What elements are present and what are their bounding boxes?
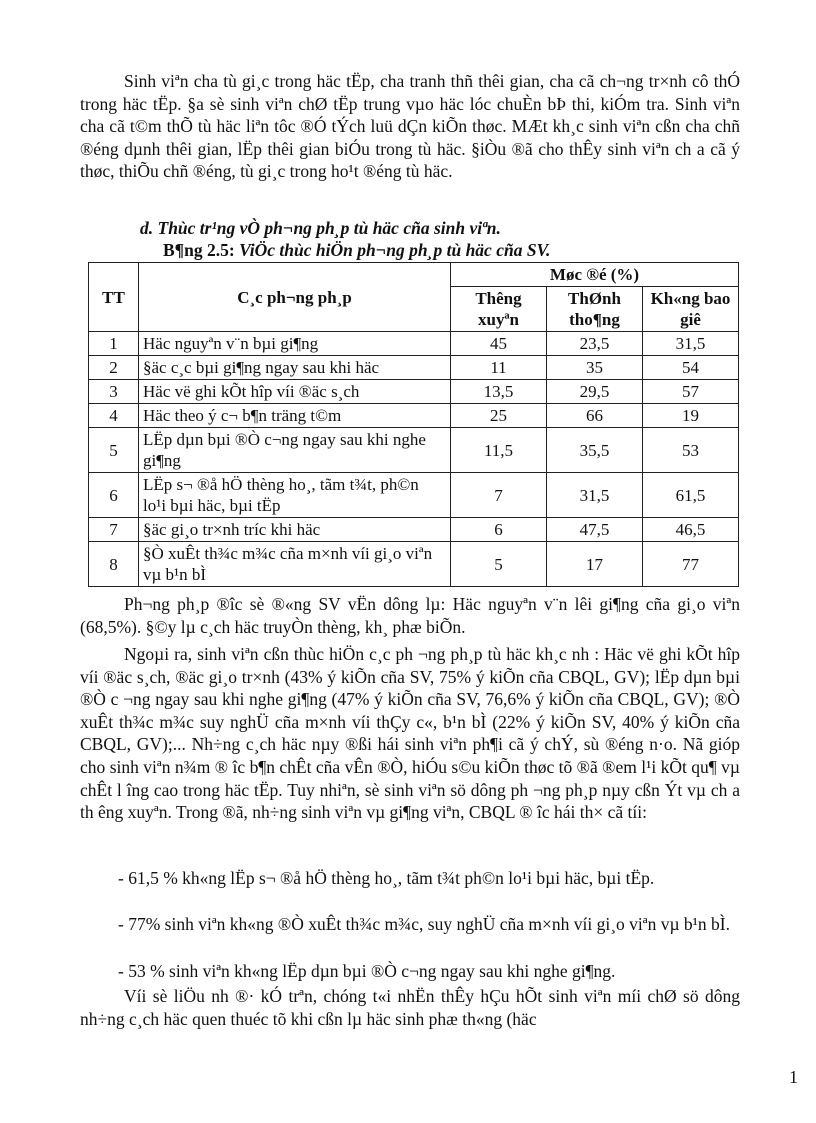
cell-often: 6 <box>451 518 547 542</box>
cell-never: 46,5 <box>643 518 739 542</box>
header-never: Kh«ng bao giê <box>643 287 739 332</box>
header-tt: TT <box>89 263 139 332</box>
cell-tt: 1 <box>89 332 139 356</box>
cell-sometimes: 35,5 <box>547 428 643 473</box>
cell-never: 77 <box>643 542 739 587</box>
cell-sometimes: 47,5 <box>547 518 643 542</box>
paragraph-common-method: Ph¬ng ph¸p ®îc sè ®«ng SV vËn dông lµ: Häc nguyªn v¨n lêi gi¶ng cña gi¸o viªn (68,5%). §©y lµ c¸ch häc truyÒn thèng, kh¸ phæ biÕn. <box>80 594 740 637</box>
cell-method: §äc gi¸o tr×nh tríc khi häc <box>139 518 451 542</box>
cell-tt: 3 <box>89 380 139 404</box>
cell-tt: 7 <box>89 518 139 542</box>
table-row <box>89 542 739 587</box>
cell-never: 19 <box>643 404 739 428</box>
table-header-row <box>89 263 739 287</box>
cell-method: Häc vë ghi kÕt hîp víi ®äc s¸ch <box>139 380 451 404</box>
cell-tt: 6 <box>89 473 139 518</box>
bullet-item: - 53 % sinh viªn kh«ng lËp dµn bµi ®Ò c¬ng ngay sau khi nghe gi¶ng. <box>118 961 616 981</box>
cell-method: Häc theo ý c¬ b¶n träng t©m <box>139 404 451 428</box>
table-caption-label: B¶ng 2.5: <box>163 240 235 260</box>
methods-table <box>88 262 739 587</box>
table-row <box>89 332 739 356</box>
cell-method: Häc nguyªn v¨n bµi gi¶ng <box>139 332 451 356</box>
cell-sometimes: 17 <box>547 542 643 587</box>
paragraph-conclusion: Víi sè liÖu nh ®· kÓ trªn, chóng t«i nhËn thÊy hÇu hÕt sinh viªn míi chØ sö dông nh÷ng c¸ch häc quen thuéc tõ khi cßn lµ häc sinh phæ th«ng (häc <box>80 986 740 1029</box>
header-level: Møc ®é (%) <box>451 263 739 287</box>
cell-sometimes: 35 <box>547 356 643 380</box>
paragraph-intro: Sinh viªn cha tù gi¸c trong häc tËp, cha tranh thñ thêi gian, cha cã ch¬ng tr×nh cô thÓ trong häc tËp. §a sè sinh viªn chØ tËp trung vµo häc lóc chuÈn bÞ thi, kiÓm tra. Sinh viªn cha cã t©m thÕ tù häc liªn tôc ®Ó tÝch luü dÇn kiÕn thøc. MÆt kh¸c sinh viªn cßn cha chñ ®éng dµnh thêi gian, lËp thêi gian biÓu trong tù häc. §iÒu ®ã cho thÊy sinh viªn ch a cã ý thøc, thiÕu chñ ®éng, tù gi¸c trong ho¹t ®éng tù häc. <box>80 71 740 182</box>
paragraph-other-methods: Ngoµi ra, sinh viªn cßn thùc hiÖn c¸c ph ¬ng ph¸p tù häc kh¸c nh : Häc vë ghi kÕt hîp víi ®äc s¸ch, ®äc gi¸o tr×nh (43% ý kiÕn cña SV, 75% ý kiÕn cña CBQL, GV); lËp dµn bµi ®Ò c ¬ng ngay sau khi nghe gi¶ng (47% ý kiÕn cña SV, 76,6% ý kiÕn cña CBQL, GV); ®Ò xuÊt th¾c m¾c suy nghÜ cña m×nh víi thÇy c«, b¹n bÌ (22% ý kiÕn SV, 40% ý kiÕn cña CBQL, GV);... Nh÷ng c¸ch häc nµy ®ßi hái sinh viªn ph¶i cã ý chÝ, sù ®éng n·o. Nã gióp cho sinh viªn n¾m ® îc b¶n chÊt cña vÊn ®Ò, hiÓu s©u kiÕn thøc tõ ®ã ®em l¹i kÕt qu¶ vµ chÊt l îng cao trong häc tËp. Tuy nhiªn, sè sinh viªn sö dông ph ¬ng ph¸p nµy cßn Ýt vµ ch a th êng xuyªn. Trong ®ã, nh÷ng sinh viªn vµ gi¶ng viªn, CBQL ® îc hái th× cã tíi: <box>80 644 740 823</box>
table-row <box>89 380 739 404</box>
table-caption-title: ViÖc thùc hiÖn ph¬ng ph¸p tù häc cña SV. <box>239 240 551 260</box>
cell-often: 5 <box>451 542 547 587</box>
table-row <box>89 473 739 518</box>
header-sometimes: ThØnh tho¶ng <box>547 287 643 332</box>
header-often: Thêng xuyªn <box>451 287 547 332</box>
header-method: C¸c ph¬ng ph¸p <box>139 263 451 332</box>
table-row <box>89 428 739 473</box>
table-body <box>89 332 739 587</box>
cell-never: 53 <box>643 428 739 473</box>
cell-never: 54 <box>643 356 739 380</box>
cell-method: §Ò xuÊt th¾c m¾c cña m×nh víi gi¸o viªn vµ b¹n bÌ <box>139 542 451 587</box>
cell-never: 61,5 <box>643 473 739 518</box>
cell-often: 45 <box>451 332 547 356</box>
cell-method: §äc c¸c bµi gi¶ng ngay sau khi häc <box>139 356 451 380</box>
cell-never: 57 <box>643 380 739 404</box>
cell-tt: 2 <box>89 356 139 380</box>
cell-sometimes: 23,5 <box>547 332 643 356</box>
bullet-item: - 61,5 % kh«ng lËp s¬ ®å hÖ thèng ho¸, tãm t¾t ph©n lo¹i bµi häc, bµi tËp. <box>118 868 655 888</box>
section-heading: d. Thùc tr¹ng vÒ ph¬ng ph¸p tù häc cña sinh viªn. <box>140 218 501 238</box>
cell-method: LËp s¬ ®å hÖ thèng ho¸, tãm t¾t, ph©n lo¹i bµi häc, bµi tËp <box>139 473 451 518</box>
table-row <box>89 356 739 380</box>
bullet-item: - 77% sinh viªn kh«ng ®Ò xuÊt th¾c m¾c, suy nghÜ cña m×nh víi gi¸o viªn vµ b¹n bÌ. <box>118 914 730 934</box>
cell-often: 13,5 <box>451 380 547 404</box>
cell-tt: 5 <box>89 428 139 473</box>
table-row <box>89 404 739 428</box>
cell-sometimes: 66 <box>547 404 643 428</box>
table-caption <box>163 240 550 261</box>
cell-tt: 4 <box>89 404 139 428</box>
cell-tt: 8 <box>89 542 139 587</box>
cell-often: 11,5 <box>451 428 547 473</box>
cell-often: 7 <box>451 473 547 518</box>
cell-sometimes: 29,5 <box>547 380 643 404</box>
cell-sometimes: 31,5 <box>547 473 643 518</box>
cell-often: 11 <box>451 356 547 380</box>
page-number: 1 <box>789 1067 798 1087</box>
cell-method: LËp dµn bµi ®Ò c¬ng ngay sau khi nghe gi¶ng <box>139 428 451 473</box>
table-row <box>89 518 739 542</box>
cell-never: 31,5 <box>643 332 739 356</box>
cell-often: 25 <box>451 404 547 428</box>
